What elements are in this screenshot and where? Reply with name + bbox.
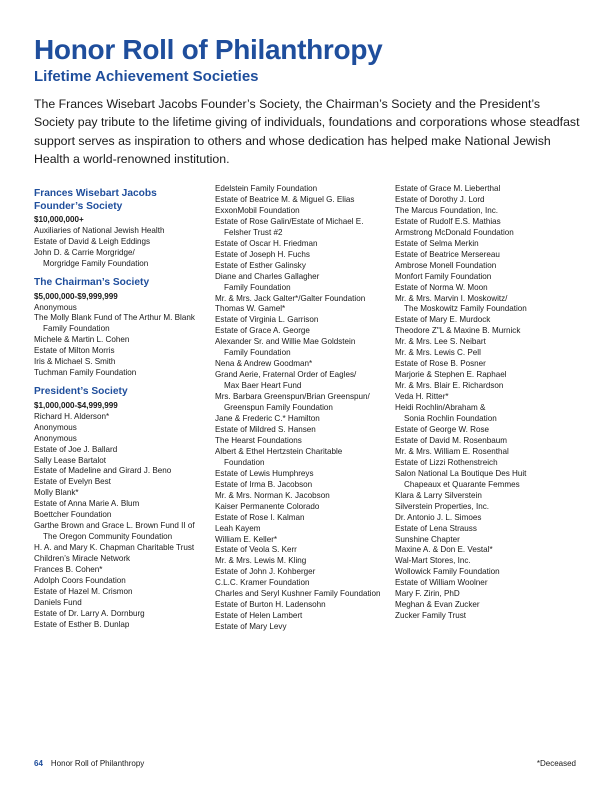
donor-entry: Wal-Mart Stores, Inc. (395, 556, 471, 566)
donor-entry: Estate of Irma B. Jacobson (215, 479, 313, 489)
founders-heading-line-1: Frances Wisebart Jacobs (34, 188, 157, 199)
donor-entry: Morgridge Family Foundation (43, 259, 149, 268)
donor-entry: Estate of Beatrice Mersereau (395, 249, 500, 259)
donor-entry: Mr. & Mrs. Norman K. Jacobson (215, 490, 330, 500)
donor-entry: The Oregon Community Foundation (43, 532, 173, 542)
donor-entry: Estate of Burton H. Ladensohn (215, 600, 326, 610)
donor-column-2 (215, 184, 387, 633)
donor-entry: Estate of Hazel M. Crismon (34, 586, 133, 596)
page-title: Honor Roll of Philanthropy (34, 34, 383, 65)
donor-entry: Mr. & Mrs. Blair E. Richardson (395, 381, 504, 391)
donor-entry: Veda H. Ritter* (395, 392, 449, 402)
donor-entry: Heidi Rochlin/Abraham & (395, 403, 486, 413)
presidents-donor-list (34, 412, 206, 631)
donor-entry: H. A. and Mary K. Chapman Charitable Trust (34, 543, 195, 553)
donor-entry: Monfort Family Foundation (395, 271, 492, 281)
donor-entry: Mr. & Mrs. Marvin I. Moskowitz/ (395, 293, 508, 303)
donor-entry: Albert & Ethel Hertzstein Charitable (215, 446, 343, 456)
donor-entry: Estate of Grace M. Lieberthal (395, 184, 501, 193)
page-subtitle: Lifetime Achievement Societies (34, 68, 259, 85)
donor-entry: Estate of Lizzi Rothenstreich (395, 457, 498, 467)
donor-entry: Ambrose Monell Foundation (395, 260, 497, 270)
donor-entry: The Molly Blank Fund of The Arthur M. Blank (34, 313, 195, 323)
chairmans-donor-list (34, 303, 206, 380)
donor-entry: Jane & Frederic C.* Hamilton (215, 414, 320, 424)
donor-entry: Michele & Martin L. Cohen (34, 335, 130, 345)
donor-entry: Estate of Rudolf E.S. Mathias (395, 216, 501, 226)
donor-entry: Silverstein Properties, Inc. (395, 501, 490, 511)
donor-entry: Salon National La Boutique Des Huit (395, 468, 527, 478)
donor-entry: Estate of Lena Strauss (395, 523, 477, 533)
donor-entry: Anonymous (34, 422, 77, 432)
donor-entry: Mrs. Barbara Greenspun/Brian Greenspun/ (215, 392, 370, 402)
donor-entry: Family Foundation (43, 324, 110, 334)
donor-entry: Mr. & Mrs. Lewis C. Pell (395, 348, 481, 358)
presidents-society-heading: President’s Society (34, 386, 128, 398)
donor-entry: Chapeaux et Quarante Femmes (404, 479, 520, 489)
intro-paragraph: The Frances Wisebart Jacobs Founder’s Society, the Chairman’s Society and the President’s Society pay tribute to the lifetime giving of individuals, foundations and corporations whose steadfast support serves as inspiration to others and whose dedication has helped make National Jewish Health a world-renowned institution. (34, 97, 580, 167)
donor-entry: Estate of Rose I. Kalman (215, 512, 305, 522)
donor-entry: Children’s Miracle Network (34, 554, 131, 564)
deceased-note: *Deceased (536, 759, 576, 768)
donor-entry: Estate of Esther B. Dunlap (34, 619, 130, 629)
donor-entry: Wollowick Family Foundation (395, 567, 500, 577)
donor-entry: Estate of John J. Kohberger (215, 567, 316, 577)
donor-entry: Family Foundation (224, 348, 291, 358)
donor-entry: Max Baer Heart Fund (224, 381, 302, 391)
donor-entry: Estate of Mary E. Murdock (395, 315, 491, 325)
running-title: Honor Roll of Philanthropy (50, 759, 145, 768)
donor-entry: Estate of Rose Galin/Estate of Michael E. (215, 216, 364, 226)
donor-entry: Kaiser Permanente Colorado (215, 501, 320, 511)
donor-entry: Estate of Oscar H. Friedman (215, 238, 318, 248)
donor-entry: Mr. & Mrs. Lee S. Neibart (395, 337, 486, 347)
donor-entry: Estate of Rose B. Posner (395, 359, 486, 369)
donor-entry: Estate of Selma Merkin (395, 238, 479, 248)
donor-entry: Foundation (224, 457, 265, 467)
donor-entry: Estate of George W. Rose (395, 424, 490, 434)
donor-entry: Estate of Veola S. Kerr (215, 545, 297, 555)
donor-entry: Tuchman Family Foundation (34, 368, 137, 378)
donor-entry: Edelstein Family Foundation (215, 184, 318, 193)
donor-entry: Estate of Virginia L. Garrison (215, 315, 319, 325)
donor-entry: Sunshine Chapter (395, 534, 460, 544)
page-footer (34, 759, 144, 768)
donor-entry: Diane and Charles Gallagher (215, 271, 320, 281)
donor-entry: Auxiliaries of National Jewish Health (34, 226, 165, 236)
donor-entry: Estate of Joseph H. Fuchs (215, 249, 310, 259)
donor-entry: ExxonMobil Foundation (215, 205, 300, 215)
donor-entry: Sally Lease Bartalot (34, 455, 106, 465)
donor-entry: Estate of William Woolner (395, 578, 488, 588)
donor-entry: Estate of Dorothy J. Lord (395, 194, 485, 204)
donor-entry: Estate of Dr. Larry A. Dornburg (34, 608, 145, 618)
donor-entry: Marjorie & Stephen E. Raphael (395, 370, 507, 380)
donor-entry: Estate of Beatrice M. & Miguel G. Elias (215, 194, 355, 204)
donor-entry: Klara & Larry Silverstein (395, 490, 482, 500)
founders-heading-line-2: Founder’s Society (34, 200, 123, 212)
donor-entry: Daniels Fund (34, 597, 82, 607)
donor-entry: Greenspun Family Foundation (224, 403, 333, 413)
donor-column-1 (34, 184, 206, 631)
donor-entry: Estate of Milton Morris (34, 346, 115, 356)
presidents-gift-range: $1,000,000-$4,999,999 (34, 400, 118, 410)
donor-entry: Family Foundation (224, 282, 291, 292)
page-number: 64 (34, 759, 43, 768)
donor-entry: Iris & Michael S. Smith (34, 357, 116, 367)
donor-entry: Nena & Andrew Goodman* (215, 359, 313, 369)
donor-entry: Garthe Brown and Grace L. Brown Fund II of (34, 521, 195, 531)
founders-gift-range: $10,000,000+ (34, 215, 84, 225)
founders-society-heading (34, 188, 206, 213)
donor-entry: Grand Aerie, Fraternal Order of Eagles/ (215, 370, 357, 380)
donor-entry: Richard H. Alderson* (34, 411, 110, 421)
chairmans-society-heading: The Chairman’s Society (34, 276, 150, 288)
donor-column-3 (395, 184, 575, 622)
donor-entry: Mr. & Mrs. Lewis M. Kling (215, 556, 307, 566)
donor-entry: John D. & Carrie Morgridge/ (34, 248, 135, 258)
donor-entry: Adolph Coors Foundation (34, 576, 126, 586)
donor-entry: Charles and Seryl Kushner Family Foundation (215, 589, 381, 599)
founders-donor-list (34, 226, 206, 270)
donor-entry: The Marcus Foundation, Inc. (395, 205, 499, 215)
donor-entry: Estate of Helen Lambert (215, 611, 303, 621)
donor-entry: Maxine A. & Don E. Vestal* (395, 545, 493, 555)
donor-entry: Thomas W. Gamel* (215, 304, 286, 314)
donor-entry: Estate of Norma W. Moon (395, 282, 488, 292)
donor-entry: Estate of David & Leigh Eddings (34, 237, 151, 247)
donor-entry: The Moskowitz Family Foundation (404, 304, 527, 314)
donor-entry: Estate of Madeline and Girard J. Beno (34, 466, 172, 476)
donor-entry: Estate of Anna Marie A. Blum (34, 499, 140, 509)
donor-entry: Estate of Mary Levy (215, 622, 287, 632)
donor-entry: Estate of Joe J. Ballard (34, 444, 118, 454)
donor-entry: Armstrong McDonald Foundation (395, 227, 514, 237)
donor-entry: Theodore Z"L & Maxine B. Murnick (395, 326, 521, 336)
donor-entry: Mary F. Zirin, PhD (395, 589, 460, 599)
donor-entry: Estate of Esther Galinsky (215, 260, 306, 270)
donor-entry: Molly Blank* (34, 488, 79, 498)
donor-entry: William E. Keller* (215, 534, 278, 544)
donor-entry: Anonymous (34, 302, 77, 312)
donor-entry: Estate of Evelyn Best (34, 477, 111, 487)
donor-entry: Mr. & Mrs. Jack Galter*/Galter Foundation (215, 293, 366, 303)
donor-entry: Felsher Trust #2 (224, 227, 283, 237)
donor-entry: Zucker Family Trust (395, 611, 467, 621)
donor-entry: The Hearst Foundations (215, 435, 302, 445)
donor-entry: Leah Kayem (215, 523, 261, 533)
donor-entry: Frances B. Cohen* (34, 565, 103, 575)
chairmans-gift-range: $5,000,000-$9,999,999 (34, 291, 118, 301)
donor-entry: Estate of David M. Rosenbaum (395, 435, 508, 445)
donor-entry: Dr. Antonio J. L. Simoes (395, 512, 482, 522)
donor-entry: Estate of Grace A. George (215, 326, 310, 336)
donor-entry: C.L.C. Kramer Foundation (215, 578, 310, 588)
donor-entry: Estate of Mildred S. Hansen (215, 424, 316, 434)
donor-entry: Meghan & Evan Zucker (395, 600, 480, 610)
donor-entry: Sonia Rochlin Foundation (404, 414, 497, 424)
donor-entry: Anonymous (34, 433, 77, 443)
donor-entry: Boettcher Foundation (34, 510, 112, 520)
donor-entry: Estate of Lewis Humphreys (215, 468, 314, 478)
donor-entry: Mr. & Mrs. William E. Rosenthal (395, 446, 509, 456)
donor-entry: Alexander Sr. and Willie Mae Goldstein (215, 337, 356, 347)
